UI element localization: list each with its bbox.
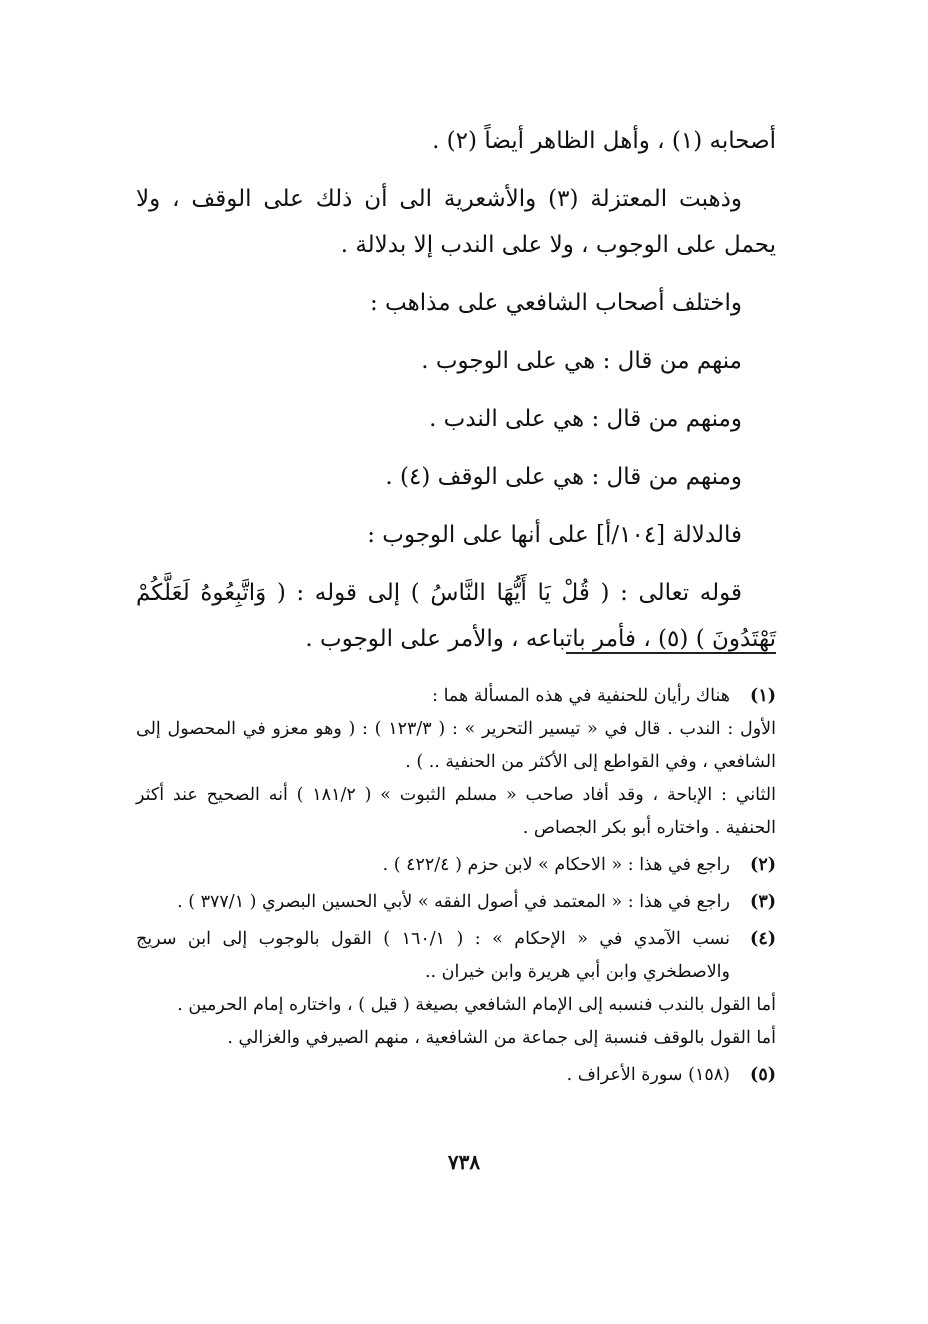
footnote-line: (١٥٨) سورة الأعراف . <box>566 1065 730 1085</box>
footnote-line: الثاني : الإباحة ، وقد أفاد صاحب « مسلم الثبوت » ( ١٨١/٢ ) أنه الصحيح عند أكثر الحنفية . واختاره أبو بكر الجصاص . <box>136 785 776 838</box>
footnote-number: (٥) <box>750 1065 776 1085</box>
footnote-5 <box>136 1059 776 1092</box>
footnote-line: نسب الآمدي في « الإحكام » : ( ١٦٠/١ ) القول بالوجوب إلى ابن سريج والاصطخري وابن أبي هريرة وابن خيران .. <box>136 929 730 982</box>
paragraph-5: ومنهم من قال : هي على الندب . <box>429 406 742 432</box>
footnote-line: الأول : الندب . قال في « تيسير التحرير » : ( ١٢٣/٣ ) : ( وهو معزو في المحصول إلى الشافعي ، وفي القواطع إلى الأكثر من الحنفية .. ) . <box>136 719 777 772</box>
footnote-3 <box>136 886 776 919</box>
footnote-number: (١) <box>750 686 776 706</box>
paragraph-1: أصحابه (١) ، وأهل الظاهر أيضاً (٢) . <box>432 128 776 154</box>
paragraph-4: منهم من قال : هي على الوجوب . <box>421 348 742 374</box>
paragraph-3: واختلف أصحاب الشافعي على مذاهب : <box>370 290 742 316</box>
paragraph-6: ومنهم من قال : هي على الوقف (٤) . <box>385 464 742 490</box>
footnote-1 <box>136 680 776 845</box>
paragraph-7: فالدلالة [١٠٤/أ] على أنها على الوجوب : <box>367 522 742 548</box>
footnote-line: راجع في هذا : « الاحكام » لابن حزم ( ٤٢٢/٤ ) . <box>382 855 730 875</box>
footnote-4 <box>136 923 776 1055</box>
footnote-line: راجع في هذا : « المعتمد في أصول الفقه » لأبي الحسين البصري ( ٣٧٧/١ ) . <box>177 892 730 912</box>
paragraph-8: قوله تعالى : ( قُلْ يَا أَيُّهَا النَّاسُ ) إلى قوله : ( وَاتَّبِعُوهُ لَعَلَّكُمْ تَهْتَدُونَ ) (٥) ، فأمر باتباعه ، والأمر على الوجوب . <box>136 580 776 652</box>
footnote-line: أما القول بالندب فنسبه إلى الإمام الشافعي بصيغة ( قيل ) ، واختاره إمام الحرمين . <box>177 995 776 1015</box>
paragraph-2: وذهبت المعتزلة (٣) والأشعرية الى أن ذلك على الوقف ، ولا يحمل على الوجوب ، ولا على الندب إلا بدلالة . <box>136 186 776 258</box>
footnote-number: (٣) <box>750 892 776 912</box>
footnote-number: (٢) <box>750 855 776 875</box>
footnote-line: أما القول بالوقف فنسبة إلى جماعة من الشافعية ، منهم الصيرفي والغزالي . <box>227 1028 776 1048</box>
page-number: ٧٣٨ <box>447 1150 481 1174</box>
footnote-line: هناك رأيان للحنفية في هذه المسألة هما : <box>432 686 730 706</box>
main-text <box>136 118 776 662</box>
footnote-2 <box>136 849 776 882</box>
footnote-separator <box>566 652 776 654</box>
footnotes <box>136 680 776 1096</box>
footnote-number: (٤) <box>750 929 776 949</box>
